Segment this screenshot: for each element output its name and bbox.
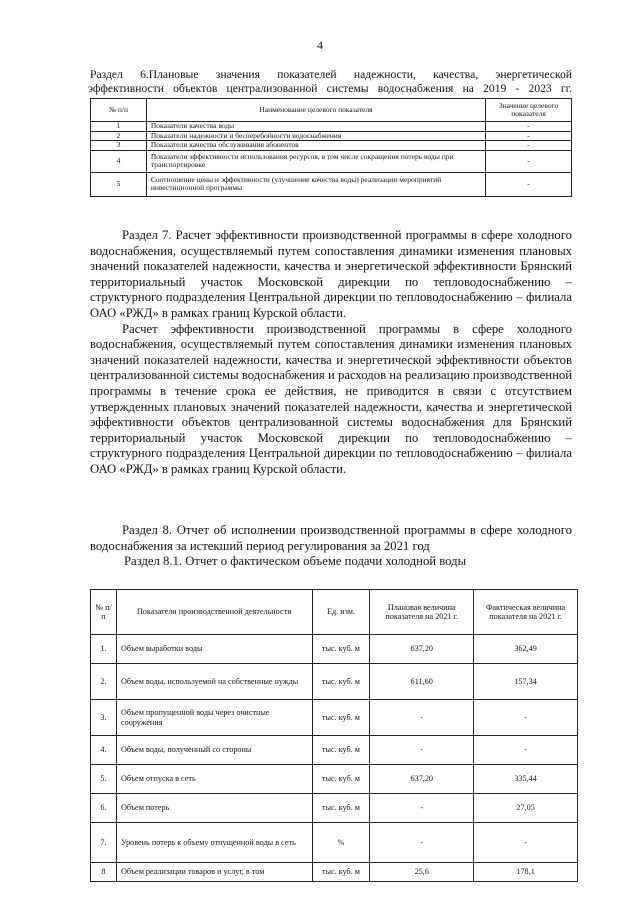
table-header-row bbox=[91, 99, 572, 122]
plan-value: 637,20 bbox=[370, 635, 474, 664]
section6-heading-line2: эффективности объектов централизованной системы водоснабжения на 2019 - 2023 гг. bbox=[88, 82, 572, 95]
target-value: - bbox=[486, 141, 572, 151]
row-number: 5 bbox=[91, 172, 147, 196]
section8-water-supply-table bbox=[90, 589, 578, 882]
indicator-name: Показатели качества воды bbox=[146, 122, 485, 132]
column-header-number: № п/п bbox=[91, 590, 117, 635]
fact-value: - bbox=[474, 736, 578, 765]
indicator-name: Соотношение цены и эффективности (улучшение качества воды) реализации мероприятий инвестиционной программы bbox=[146, 172, 485, 196]
row-number: 5. bbox=[91, 765, 117, 794]
indicator-name: Объем отпуска в сеть bbox=[116, 765, 312, 794]
unit: тыс. куб. м bbox=[312, 664, 370, 700]
fact-value: 157,34 bbox=[474, 664, 578, 700]
section7 bbox=[90, 228, 572, 478]
target-value: - bbox=[486, 150, 572, 172]
table-row bbox=[91, 823, 578, 863]
fact-value: 335,44 bbox=[474, 765, 578, 794]
column-header-plan: Плановая величина показателя на 2021 г. bbox=[370, 590, 474, 635]
unit: тыс. куб. м bbox=[312, 700, 370, 736]
row-number: 4 bbox=[91, 150, 147, 172]
section6-heading bbox=[90, 68, 572, 96]
fact-value: 27,05 bbox=[474, 794, 578, 823]
column-header-target-value: Значение целевого показателя bbox=[486, 99, 572, 122]
table-row bbox=[91, 635, 578, 664]
indicator-name: Объем потерь bbox=[116, 794, 312, 823]
fact-value: 178,1 bbox=[474, 863, 578, 882]
row-number: 2. bbox=[91, 664, 117, 700]
indicator-name: Объем пропущенной воды через очистные сооружения bbox=[116, 700, 312, 736]
row-number: 8 bbox=[91, 863, 117, 882]
table-row bbox=[91, 794, 578, 823]
table-row bbox=[91, 172, 572, 196]
table-row bbox=[91, 664, 578, 700]
table-row bbox=[91, 700, 578, 736]
unit: тыс. куб. м bbox=[312, 794, 370, 823]
row-number: 1. bbox=[91, 635, 117, 664]
indicator-name: Уровень потерь к объему отпущенной воды в сеть bbox=[116, 823, 312, 863]
plan-value: 637,20 bbox=[370, 765, 474, 794]
table-row bbox=[91, 141, 572, 151]
plan-value: 25,6 bbox=[370, 863, 474, 882]
plan-value: - bbox=[370, 736, 474, 765]
fact-value: - bbox=[474, 700, 578, 736]
column-header-fact: Фактическая величина показателя на 2021 г. bbox=[474, 590, 578, 635]
section6-indicators-table bbox=[90, 98, 572, 197]
row-number: 7. bbox=[91, 823, 117, 863]
section7-paragraph-2: Расчет эффективности производственной программы в сфере холодного водоснабжения, осуществляемый путем сопоставления динамики изменения плановых значений показателей надежности, качества и энергетической эффективности объектов централизованной системы водоснабжения и расходов на реализацию производственной программы в течение срока ее действия, не приводится в связи с отсутствием утвержденных плановых значений показателей надежности, качества и энергетической эффективности объектов централизованной системы водоснабжения для Брянский территориальный участок Московской дирекции по тепловодоснабжению – структурного подразделения Центральной дирекции по тепловодоснабжению – филиала ОАО «РЖД» в рамках границ Курской области. bbox=[90, 321, 572, 476]
section8-heading: Раздел 8. Отчет об исполнении производственной программы в сфере холодного водоснабжения за истекший период регулирования за 2021 год bbox=[90, 523, 572, 553]
target-value: - bbox=[486, 131, 572, 141]
page-number: 4 bbox=[317, 38, 323, 52]
row-number: 1 bbox=[91, 122, 147, 132]
section8-subheading: Раздел 8.1. Отчет о фактическом объеме подачи холодной воды bbox=[124, 554, 467, 569]
column-header-number: № п/п bbox=[91, 99, 147, 122]
table-row bbox=[91, 765, 578, 794]
unit: % bbox=[312, 823, 370, 863]
unit: тыс. куб. м bbox=[312, 635, 370, 664]
plan-value: 611,60 bbox=[370, 664, 474, 700]
target-value: - bbox=[486, 122, 572, 132]
unit: тыс. куб. м bbox=[312, 863, 370, 882]
plan-value: - bbox=[370, 794, 474, 823]
indicator-name: Показатели эффективности использования ресурсов, в том числе сокращения потерь воды при транспортировке bbox=[146, 150, 485, 172]
plan-value: - bbox=[370, 700, 474, 736]
indicator-name: Объем выработки воды bbox=[116, 635, 312, 664]
table-row bbox=[91, 122, 572, 132]
section6-heading-line1: Раздел 6.Плановые значения показателей надежности, качества, энергетической bbox=[90, 68, 572, 81]
unit: тыс. куб. м bbox=[312, 736, 370, 765]
plan-value: - bbox=[370, 823, 474, 863]
fact-value: 362,49 bbox=[474, 635, 578, 664]
table-row bbox=[91, 150, 572, 172]
section7-paragraph-1: Раздел 7. Расчет эффективности производственной программы в сфере холодного водоснабжения, осуществляемый путем сопоставления динамики изменения плановых значений показателей надежности, качества и энергетической эффективности Брянский территориальный участок Московской дирекции по тепловодоснабжению – структурного подразделения Центральной дирекции по тепловодоснабжению – филиала ОАО «РЖД» в рамках границ Курской области. bbox=[90, 228, 572, 320]
row-number: 3 bbox=[91, 141, 147, 151]
table-row bbox=[91, 863, 578, 882]
target-value: - bbox=[486, 172, 572, 196]
table-row bbox=[91, 736, 578, 765]
row-number: 4. bbox=[91, 736, 117, 765]
indicator-name: Показатели качества обслуживания абонентов bbox=[146, 141, 485, 151]
indicator-name: Показатели надежности и бесперебойности водоснабжения bbox=[146, 131, 485, 141]
indicator-name: Объем реализации товаров и услуг, в том bbox=[116, 863, 312, 882]
section8 bbox=[90, 523, 572, 570]
indicator-name: Объем воды, полученный со стороны bbox=[116, 736, 312, 765]
column-header-indicator: Наименование целевого показателя bbox=[146, 99, 485, 122]
column-header-indicator: Показатели производственной деятельности bbox=[116, 590, 312, 635]
column-header-unit: Ед. изм. bbox=[312, 590, 370, 635]
table-header-row bbox=[91, 590, 578, 635]
unit: тыс. куб. м bbox=[312, 765, 370, 794]
row-number: 3. bbox=[91, 700, 117, 736]
indicator-name: Объем воды, используемой на собственные нужды bbox=[116, 664, 312, 700]
row-number: 6. bbox=[91, 794, 117, 823]
fact-value: - bbox=[474, 823, 578, 863]
row-number: 2 bbox=[91, 131, 147, 141]
